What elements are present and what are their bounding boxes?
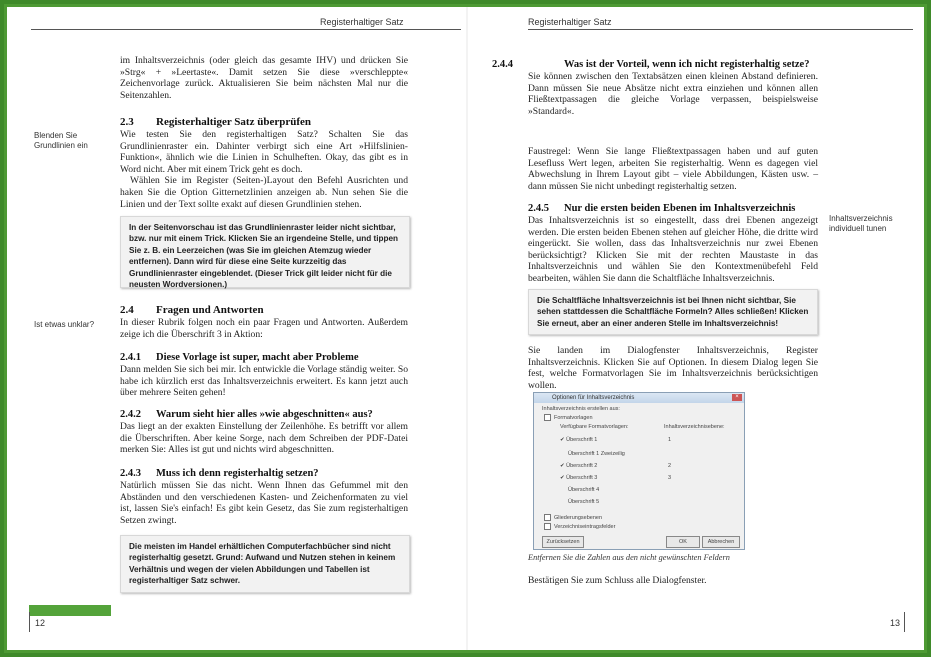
dialog-style-row[interactable]: [568, 487, 599, 493]
right-running-header: Registerhaltiger Satz: [528, 17, 612, 27]
section-number: 2.4: [120, 304, 134, 316]
style-label: Überschrift 2: [566, 463, 598, 469]
section-2-4-2-heading: [120, 409, 408, 421]
closing-paragraph: Bestätigen Sie zum Schluss alle Dialogfenster.: [528, 575, 707, 586]
option-label: Gliederungsebenen: [554, 514, 603, 521]
dialog-intro-paragraph: Sie landen im Dialogfenster Inhaltsverzeichnis, Register Inhaltsverzeichnis. Klicken Sie auf Optionen. In diesem Dialog legen Sie fest, welche Formatvorlagen Sie im Inhaltsverzeichnis berücksichtigen wollen.: [528, 345, 818, 391]
section-2-4-1-heading: [120, 352, 408, 364]
ok-button[interactable]: OK: [666, 536, 700, 548]
reset-button[interactable]: Zurücksetzen: [542, 536, 584, 548]
section-2-4-5-text: Das Inhaltsverzeichnis ist so eingestellt, dass drei Ebenen angezeigt werden. Die ersten beiden Ebenen stehen auf gleicher Höhe, die dritte wird eingerückt. Sie wollen, dass das Inhaltsverzeichnis nur zwei Ebenen berücksichtigt? Klicken Sie mit der rechten Maustaste in das Inhaltsverzeichnis und wählen Sie den Kontextmenübefehl Feld bearbeiten, wählen Sie dann die Schaltfläche Inhaltsverzeichnis.: [528, 215, 818, 284]
style-label: Überschrift 5: [568, 499, 600, 505]
section-2-4: [120, 304, 408, 340]
section-2-3-text: Wie testen Sie den registerhaltigen Satz? Schalten Sie das Grundlinienraster ein. Dahinter verbirgt sich eine Art »Hilfslinien-Funktion«, ähnlich wie die Linien in Schulheften. Okay, das gibt es in Word nicht. Aber mit einem Trick geht es doch.: [120, 129, 408, 175]
margin-note-unklar: Ist etwas unklar?: [34, 320, 95, 329]
section-2-3-text-2: Wählen Sie im Register (Seiten-)Layout den Befehl Ausrichten und haken Sie die Option Gitternetzlinien anzeigen ab. Nun sehen Sie die Linien und der Text sollte exakt auf diesen Grundlinien stehen.: [120, 175, 408, 210]
section-title: Fragen und Antworten: [156, 304, 264, 316]
section-number: 2.4.5: [528, 203, 549, 214]
faustregel-paragraph: Faustregel: Wenn Sie lange Fließtextpassagen haben und auf guten Lesefluss Wert legen, arbeiten Sie registerhaltig. Wenn es dagegen viel Abwechslung in Ihrem Layout gibt – viele Abbildungen, Kästen usw. – dann müssen Sie nicht unbedingt registerhaltig setzen.: [528, 146, 818, 192]
dialog-group-label: Inhaltsverzeichnis erstellen aus:: [542, 406, 620, 412]
section-title: Muss ich denn registerhaltig setzen?: [156, 468, 319, 479]
section-2-4-4-heading: [492, 59, 818, 71]
section-title: Registerhaltiger Satz überprüfen: [156, 116, 311, 128]
book-spread: [4, 4, 927, 653]
section-title: Warum sieht hier alles »wie abgeschnitten« aus?: [156, 409, 373, 420]
dialog-style-row[interactable]: [568, 499, 599, 505]
left-page-number: 12: [35, 618, 46, 628]
dialog-option-fields[interactable]: [544, 523, 615, 530]
section-2-4-1-text: Dann melden Sie sich bei mir. Ich entwickle die Vorlage ständig weiter. So habe ich kürzlich erst das Inhaltsverzeichnis erweitert. Es kann jetzt auch über mehrere Seiten gehen!: [120, 364, 408, 399]
section-title: Was ist der Vorteil, wenn ich nicht registerhaltig setze?: [564, 59, 810, 70]
section-2-4-5-heading: [528, 203, 818, 215]
dialog-option-formats[interactable]: [544, 414, 593, 421]
figure-caption: Entfernen Sie die Zahlen aus den nicht gewünschten Feldern: [528, 553, 730, 562]
dialog-style-row[interactable]: ✔ Überschrift 1: [560, 437, 598, 443]
section-2-4-text: In dieser Rubrik folgen noch ein paar Fragen und Antworten. Außerdem zeige ich die Überschrift 3 in Aktion:: [120, 317, 408, 340]
left-folio-tick: [29, 612, 30, 632]
toc-options-dialog-screenshot: [533, 392, 745, 550]
dialog-level-field[interactable]: 3: [668, 475, 672, 481]
section-2-4-2-text: Das liegt an der exakten Einstellung der Zeilenhöhe. Es betrifft vor allem die Überschriften. Aber keine Sorge, nach dem Schreiben der PDF-Datei merken Sie: Alles ist gut und nichts wird abgeschnitten.: [120, 421, 408, 456]
tip-box-seitenvorschau: In der Seitenvorschau ist das Grundlinienraster leider nicht sichtbar, bzw. nur mit einem Trick. Klicken Sie an irgendeine Stelle, und tippen Sie z. B. ein Leerzeichen (was Sie im gleichen Atemzug wieder entfernen). Dann wird für diese eine Seite kurzzeitig das Grundlinienraster eingeblendet. (Dieser Trick gilt leider nicht für die neusten Wordversionen.): [120, 216, 410, 288]
style-label: Überschrift 4: [568, 487, 600, 493]
section-2-4-4-text: Sie können zwischen den Textabsätzen einen kleinen Abstand definieren. Dann müssen Sie neue Absätze nicht extra einziehen und können allen Fließtextpassagen die gleiche Vorlage verpassen, beispielsweise »Standard«.: [528, 71, 818, 117]
tip-box-computerfachbuecher: Die meisten im Handel erhältlichen Computerfachbücher sind nicht registerhaltig gesetzt. Grund: Aufwand und Nutzen stehen in keinem Verhältnis und wegen der vielen Abbildungen und Tabellen ist registerhaltiger Satz schwer.: [120, 535, 410, 593]
right-folio-tick: [904, 612, 905, 632]
dialog-col-left: Verfügbare Formatvorlagen:: [560, 424, 629, 430]
tip-box-schaltflaeche: Die Schaltfläche Inhaltsverzeichnis ist bei Ihnen nicht sichtbar, Sie sehen stattdessen die Schaltfläche Formeln? Alles schließen! Klicken Sie erneut, aber an einer anderen Stelle im Inhaltsverzeichnis!: [528, 289, 818, 335]
left-header-rule: [31, 29, 461, 30]
section-2-4-3-text: Natürlich müssen Sie das nicht. Wenn Ihnen das Gefummel mit den Abständen und den verschiedenen Kasten- und Zeichenformaten zu viel ist, lassen Sie's einfach! Es gibt kein Gesetz, das Sie zum registerhaltigen Setzen zwingt.: [120, 480, 408, 526]
dialog-col-right: Inhaltsverzeichnisebene:: [664, 424, 725, 430]
option-label: Verzeichniseintragsfelder: [554, 523, 616, 530]
checkbox-icon: [544, 514, 551, 521]
dialog-option-outline[interactable]: [544, 514, 602, 521]
section-number: 2.4.4: [492, 59, 513, 70]
left-folio-bar: [29, 605, 111, 616]
dialog-level-field[interactable]: 1: [668, 437, 672, 443]
section-2-4-heading: [120, 304, 408, 317]
checkbox-icon: [544, 414, 551, 421]
section-number: 2.4.3: [120, 468, 141, 479]
checkbox-icon: [544, 523, 551, 530]
style-label: Überschrift 3: [566, 475, 598, 481]
dialog-style-row[interactable]: [568, 451, 625, 457]
section-2-4-1: [120, 352, 408, 399]
section-2-3-heading: [120, 116, 408, 129]
margin-note-grundlinien: Blenden Sie Grundlinien ein: [34, 131, 88, 150]
dialog-level-field[interactable]: 2: [668, 463, 672, 469]
style-label: Überschrift 1 Zweizeilig: [568, 451, 625, 457]
left-running-header: Registerhaltiger Satz: [320, 17, 404, 27]
section-2-4-2: [120, 409, 408, 456]
left-page: [7, 7, 467, 650]
margin-note-inhaltsverzeichnis: Inhaltsverzeichnis individuell tunen: [829, 214, 893, 233]
close-icon[interactable]: ×: [732, 394, 742, 401]
option-label: Formatvorlagen: [554, 414, 593, 421]
section-title: Diese Vorlage ist super, macht aber Probleme: [156, 352, 359, 363]
dialog-style-row[interactable]: ✔ Überschrift 3: [560, 475, 598, 481]
dialog-title: Optionen für Inhaltsverzeichnis: [552, 395, 635, 401]
section-2-4-3-heading: [120, 468, 408, 480]
right-header-rule: [528, 29, 913, 30]
style-label: Überschrift 1: [566, 437, 598, 443]
section-number: 2.4.2: [120, 409, 141, 420]
right-page-number: 13: [890, 618, 901, 628]
right-page: [467, 7, 924, 650]
dialog-title-bar: [534, 393, 744, 403]
section-title: Nur die ersten beiden Ebenen im Inhaltsverzeichnis: [564, 203, 796, 214]
left-intro-paragraph: im Inhaltsverzeichnis (oder gleich das gesamte IHV) und drücken Sie »Strg« + »Leertaste«. Damit setzen Sie diese »verschleppte« Zeichenvorlage zurück. Aktualisieren Sie beim nächsten Mal nur die Seitenzahlen.: [120, 55, 408, 101]
section-2-3: [120, 116, 408, 210]
section-number: 2.4.1: [120, 352, 141, 363]
cancel-button[interactable]: Abbrechen: [702, 536, 740, 548]
dialog-style-row[interactable]: ✔ Überschrift 2: [560, 463, 598, 469]
section-2-4-5: [528, 203, 818, 285]
section-number: 2.3: [120, 116, 134, 128]
section-2-4-4: [492, 59, 818, 117]
section-2-4-3: [120, 468, 408, 526]
